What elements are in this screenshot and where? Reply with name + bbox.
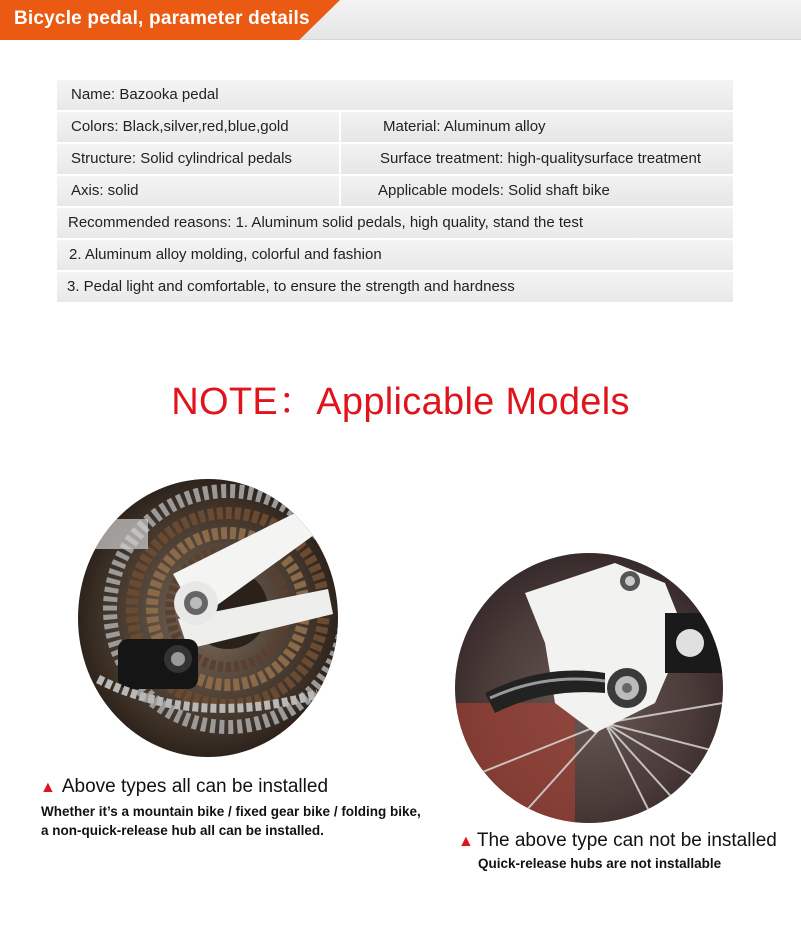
- installable-note-line-2: a non-quick-release hub all can be installed.: [41, 823, 324, 838]
- spec-row-reason2: [57, 240, 733, 270]
- quick-release-illustration: [455, 553, 723, 823]
- spec-table: [57, 80, 733, 304]
- spec-row-colors: [57, 112, 733, 142]
- cassette-illustration: [78, 479, 338, 757]
- spec-reasons: Recommended reasons: 1. Aluminum solid pedals, high quality, stand the test: [68, 214, 584, 231]
- spec-row-reason3: [57, 272, 733, 302]
- installable-note-line-1: Whether it’s a mountain bike / fixed gear bike / folding bike,: [41, 804, 421, 819]
- not-installable-caption-title: [458, 830, 777, 852]
- photo-quick-release-hub: [455, 553, 723, 823]
- not-installable-note: Quick-release hubs are not installable: [478, 856, 722, 871]
- not-installable-title: The above type can not be installed: [476, 830, 777, 851]
- spec-row-axis: [57, 176, 733, 206]
- spec-row-name: [57, 80, 733, 110]
- spec-surface: Surface treatment: high-qualitysurface treatment: [380, 150, 701, 167]
- spec-material: Material: Aluminum alloy: [383, 118, 546, 135]
- spec-reason-3: 3. Pedal light and comfortable, to ensure the strength and hardness: [67, 278, 515, 295]
- spec-models: Applicable models: Solid shaft bike: [378, 182, 610, 199]
- spec-row-structure: [57, 144, 733, 174]
- spec-row-reasons: [57, 208, 733, 238]
- note-title: NOTE：Applicable Models: [171, 381, 630, 423]
- photo-solid-axle-hub: [78, 479, 338, 757]
- spec-axis: Axis: solid: [71, 182, 139, 199]
- spec-name: Name: Bazooka pedal: [71, 86, 219, 103]
- spec-reason-2: 2. Aluminum alloy molding, colorful and fashion: [69, 246, 382, 263]
- spec-structure: Structure: Solid cylindrical pedals: [71, 150, 292, 167]
- installable-title: Above types all can be installed: [61, 776, 329, 797]
- page-title: Bicycle pedal, parameter details: [14, 8, 310, 29]
- spec-colors: Colors: Black,silver,red,blue,gold: [71, 118, 289, 135]
- warning-triangle-icon: ▲: [40, 779, 56, 796]
- installable-caption-title: [40, 776, 328, 798]
- warning-triangle-icon: ▲: [458, 833, 474, 850]
